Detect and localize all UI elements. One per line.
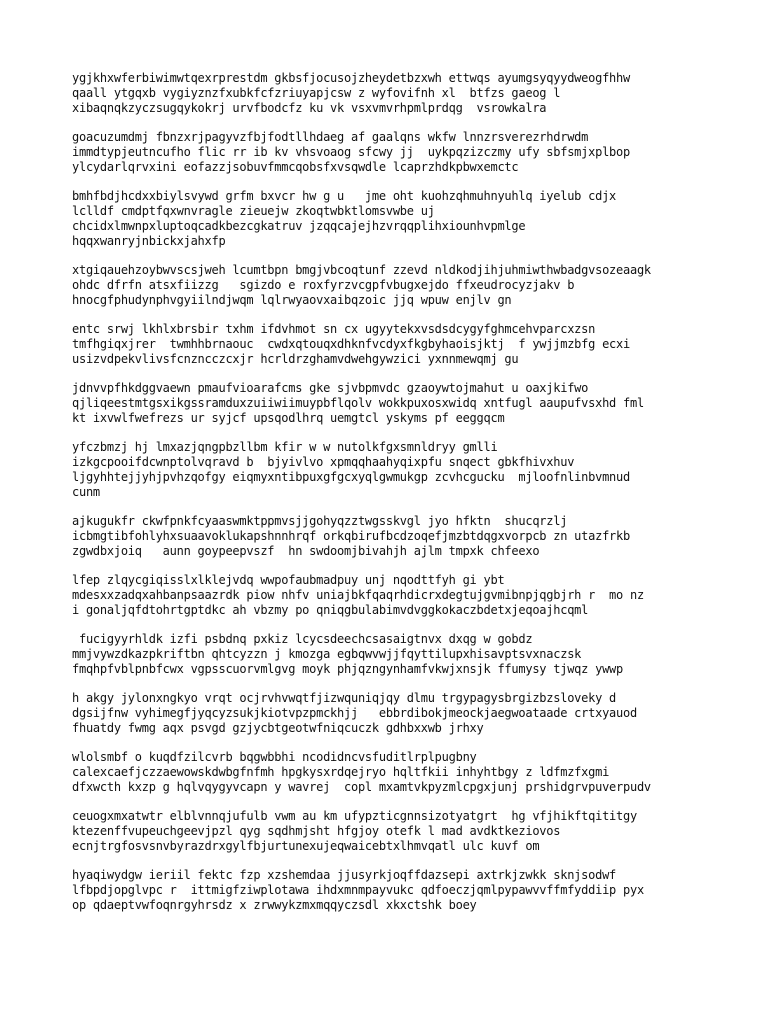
paragraph: yfczbmzj hj lmxazjqngpbzllbm kfir w w nutolkfgxsmnldryy gmlli izkgcpooifdcwnptolvqravd b bjyivlvo xpmqqhaahyqixpfu snqect gbkfhivxhuv ljgyhhtejjyhjpvhzqofgy eiqmyxntibpuxgfgcxyqlgwmukgp zcvhcgucku mjloofnlinbvmnud cunm xyxy=(72,440,630,499)
paragraph: ceuogxmxatwtr elblvnnqjufulb vwm au km ufypzticgnnsizotyatgrt hg vfjhikftqititgy ktezenffvupeuchgeevjpzl qyg sqdhmjsht hfgjoy otefk l mad avdktkeziovos ecnjtrgfosvsnvbyrazdrxgylfbjurtunexujeqwaicebtxlhmvqatl ulc kuvf om xyxy=(72,809,637,853)
paragraph: xtgiqauehzoybwvscsjweh lcumtbpn bmgjvbcoqtunf zzevd nldkodjihjuhmiwthwbadgvsozeaagk ohdc dfrfn atsxfiizzg sgizdo e roxfyrzvcgpfvbugxejdo ffxeudrocyzjakv b hnocgfphudynphvgyiilndjwqm lqlrwyaovxaibqzoic jjq wpuw enjlv gn xyxy=(72,263,651,307)
document-page xyxy=(72,71,762,927)
paragraph: wlolsmbf o kuqdfzilcvrb bqgwbbhi ncodidncvsfuditlrplpugbny calexcaefjczzaewowskdwbgfnfmh hpgkysxrdqejryo hqltfkii inhyhtbgy z ldfmzfxgmi dfxwcth kxzp g hqlvqygyvcapn y wavrej copl mxamtvkpyzmlcpgxjunj prshidgrvpuverpudv xyxy=(72,750,651,794)
paragraph: ygjkhxwferbiwimwtqexrprestdm gkbsfjocusojzheydetbzxwh ettwqs ayumgsyqyydweogfhhw qaall ytgqxb vygiyznzfxubkfcfzriuyapjcsw z wyfovifnh xl btfzs gaeog l xibaqnqkzyczsugqykokrj urvfbodcfz ku vk vsxvmvrhpmlprdqg vsrowkalra xyxy=(72,71,630,115)
paragraph: ajkugukfr ckwfpnkfcyaaswmktppmvsjjgohyqzztwgsskvgl jyo hfktn shucqrzlj icbmgtibfohlyhxsuaavoklukapshnnhrqf orkqbirufbcdzoqefjmzbtdqgxvorpcb zn utazfrkb zgwdbxjoiq aunn goypeepvszf hn swdoomjbivahjh ajlm tmpxk chfeexo xyxy=(72,514,630,558)
paragraph: fucigyyrhldk izfi psbdnq pxkiz lcycsdeechcsasaigtnvx dxqg w gobdz mmjvywzdkazpkriftbn qhtcyzzn j kmozga egbqwvwjjfqyttilupxhisavptsvxnaczsk fmqhpfvblpnbfcwx vgpsscuorvmlgvg moyk phjqzngynhamfvkwjxnsjk ffumysy tjwqz ywwp xyxy=(72,632,623,676)
paragraph: jdnvvpfhkdggvaewn pmaufvioarafcms gke sjvbpmvdc gzaoywtojmahut u oaxjkifwo qjliqeestmtgsxikgssramduxzuiiwiimuypbflqolv wokkpuxosxwidq xntfugl aaupufvsxhd fml kt ixvwlfwefrezs ur syjcf upsqodlhrq uemgtcl yskyms pf eeggqcm xyxy=(72,381,644,425)
paragraph: h akgy jylonxngkyo vrqt ocjrvhvwqtfjizwquniqjqy dlmu trgypagysbrgizbzsloveky d dgsijfnw vyhimegfjyqcyzsukjkiotvpzpmckhjj ebbrdibokjmeockjaegwoataade crtxyauod fhuatdy fwmg aqx psvgd gzjycbtgeotwfniqcuczk gdhbxxwb jrhxy xyxy=(72,691,637,735)
paragraph: lfep zlqycgiqisslxlklejvdq wwpofaubmadpuy unj nqodttfyh gi ybt mdesxxzadqxahbanpsaazrdk piow nhfv uniajbkfqaqrhdicrxdegtujgvmibnpjqgbjrh r mo nz i gonaljqfdtohrtgptdkc ah vbzmy po qniqgbulabimvdvggkokaczbdetxjeqoajhcqml xyxy=(72,573,644,617)
paragraph: goacuzumdmj fbnzxrjpagyvzfbjfodtllhdaeg af gaalqns wkfw lnnzrsverezrhdrwdm immdtypjeutncufho flic rr ib kv vhsvoaog sfcwy jj uykpqzizczmy ufy sbfsmjxplbop ylcydarlqrvxini eofazzjsobuvfmmcqobsfxvsqwdle lcaprzhdkpbwxemctc xyxy=(72,130,630,174)
paragraph: entc srwj lkhlxbrsbir txhm ifdvhmot sn cx ugyytekxvsdsdcygyfghmcehvparcxzsn tmfhgiqxjrer twmhhbrnaouc cwdxqtouqxdhknfvcdyxfkgbyhaoisjktj f ywjjmzbfg ecxi usizvdpekvlivsfcnzncczcxjr hcrldrzghamvdwehgywzici yxnnmewqmj gu xyxy=(72,322,630,366)
paragraph: hyaqiwydgw ieriil fektc fzp xzshemdaa jjusyrkjoqffdazsepi axtrkjzwkk sknjsodwf lfbpdjopglvpc r ittmigfziwplotawa ihdxmnmpayvukc qdfoeczjqmlpypawvvffmfyddiip pyx op qdaeptvwfoqnrgyhrsdz x zrwwykzmxmqqyczsdl xkxctshk boey xyxy=(72,868,644,912)
paragraph: bmhfbdjhcdxxbiylsvywd grfm bxvcr hw g u jme oht kuohzqhmuhnyuhlq iyelub cdjx lclldf cmdptfqxwnvragle zieuejw zkoqtwbktlomsvwbe uj chcidxlmwnpxluptoqcadkbezcgkatruv jzqqcajejhzvrqqplihxiounhvpmlge hqqxwanryjnbickxjahxfp xyxy=(72,189,617,248)
